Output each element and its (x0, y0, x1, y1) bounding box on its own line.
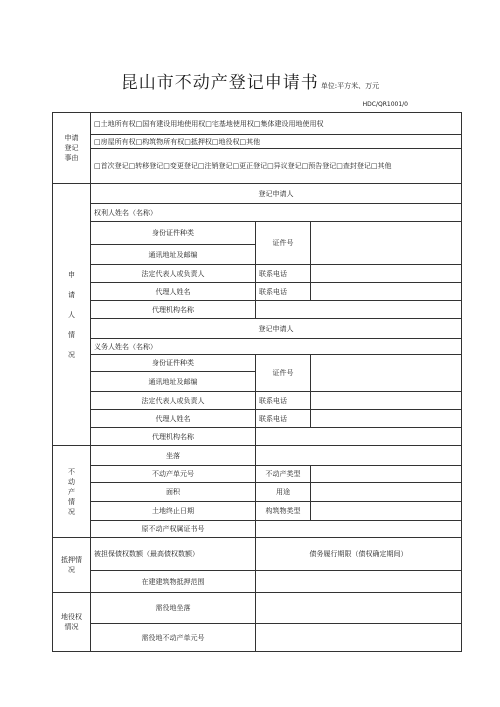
usage-value[interactable] (311, 483, 462, 502)
obligor-agency-name-value[interactable] (256, 428, 462, 446)
location-label: 坐落 (91, 446, 256, 466)
obligor-agent-name-label: 代理人姓名 (91, 410, 256, 428)
obligor-legal-rep-label: 法定代表人或负责人 (91, 392, 256, 410)
former-cert-label: 原不动产权属证书号 (91, 521, 256, 538)
applicant-category: 申 请 人 情 况 (53, 184, 91, 446)
id-no-label: 证件号 (256, 222, 311, 265)
structure-type-value[interactable] (311, 502, 462, 521)
form-code: HDC/QR1001/0 (362, 101, 408, 108)
obligor-id-type-label: 身份证件种类 (91, 355, 256, 372)
obligor-id-no-value[interactable] (311, 355, 462, 392)
obligor-id-no-label: 证件号 (256, 355, 311, 392)
usage-label: 用途 (256, 483, 311, 502)
structure-type-label: 构筑物类型 (256, 502, 311, 521)
id-no-value[interactable] (311, 222, 462, 265)
agency-name-value[interactable] (256, 301, 462, 319)
right-type-options-1[interactable]: □土地所有权□国有建设用地使用权□宅基地使用权□集体建设用地使用权 (91, 113, 462, 135)
phone-value[interactable] (311, 265, 462, 283)
construction-scope-value[interactable] (256, 571, 462, 593)
easement-category: 地役权 情况 (53, 593, 91, 652)
property-type-label: 不动产类型 (256, 466, 311, 483)
debt-period-label: 债务履行期限（债权确定期间） (256, 538, 462, 571)
agency-name-label: 代理机构名称 (91, 301, 256, 319)
obligor-phone-value[interactable] (311, 392, 462, 410)
form-title: 昆山市不动产登记申请书 (120, 73, 319, 93)
servient-location-value[interactable] (256, 593, 462, 624)
obligor-address-label: 通讯地址及邮编 (91, 372, 256, 392)
servient-unit-no-value[interactable] (256, 624, 462, 652)
obligor-agent-phone-label: 联系电话 (256, 410, 311, 428)
area-label: 面积 (91, 483, 256, 502)
location-value[interactable] (256, 446, 462, 466)
former-cert-value[interactable] (256, 521, 462, 538)
servient-unit-no-label: 需役地不动产单元号 (91, 624, 256, 652)
agent-phone-label: 联系电话 (256, 283, 311, 301)
obligor-phone-label: 联系电话 (256, 392, 311, 410)
id-type-label: 身份证件种类 (91, 222, 256, 245)
unit-note: 单位:平方米、万元 (320, 82, 380, 90)
apply-items-category: 申请 登记 事由 (53, 113, 91, 184)
right-holder-header: 登记申请人 (91, 184, 462, 204)
obligor-name-label: 义务人姓名（名称） (91, 339, 462, 355)
obligor-agency-name-label: 代理机构名称 (91, 428, 256, 446)
title-block (0, 68, 500, 93)
address-label: 通讯地址及邮编 (91, 245, 256, 265)
legal-rep-label: 法定代表人或负责人 (91, 265, 256, 283)
construction-scope-label: 在建建筑物抵押范围 (91, 571, 256, 593)
land-end-date-label: 土地终止日期 (91, 502, 256, 521)
right-holder-name-label: 权利人姓名（名称） (91, 204, 462, 222)
obligor-header: 登记申请人 (91, 319, 462, 339)
phone-label: 联系电话 (256, 265, 311, 283)
agent-name-label: 代理人姓名 (91, 283, 256, 301)
application-form-table (52, 112, 462, 652)
guaranteed-amount-label: 被担保债权数额（最高债权数额） (91, 538, 256, 571)
right-type-options-2[interactable]: □房屋所有权□构筑物所有权□抵押权□地役权□其他 (91, 135, 462, 149)
unit-no-label: 不动产单元号 (91, 466, 256, 483)
obligor-agent-phone-value[interactable] (311, 410, 462, 428)
agent-phone-value[interactable] (311, 283, 462, 301)
servient-location-label: 需役地坐落 (91, 593, 256, 624)
mortgage-category: 抵押情 况 (53, 538, 91, 593)
property-type-value[interactable] (311, 466, 462, 483)
property-category: 不 动 产 情 况 (53, 446, 91, 538)
registration-type-options[interactable]: □首次登记□转移登记□变更登记□注销登记□更正登记□异议登记□预告登记□查封登记□其他 (91, 149, 462, 184)
